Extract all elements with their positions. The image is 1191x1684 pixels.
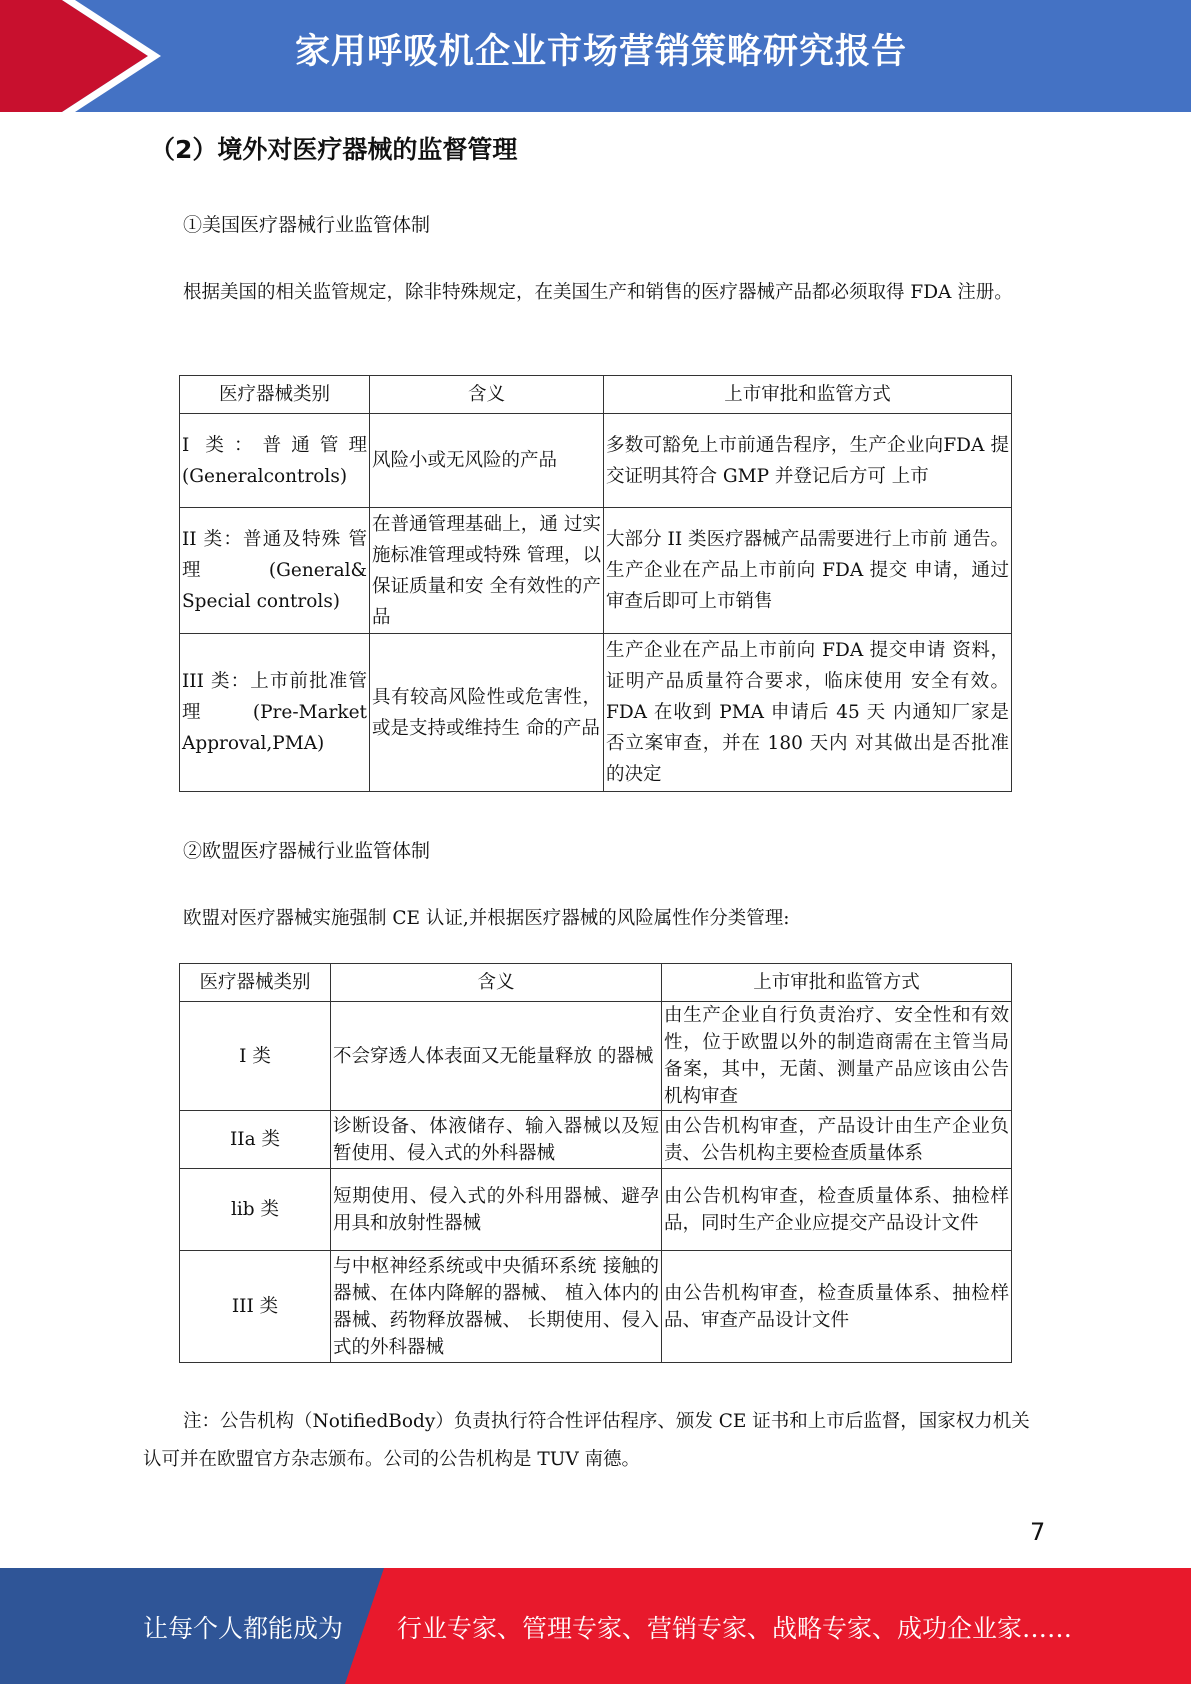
header-cell-approval: 上市审批和监管方式 xyxy=(662,964,1012,1002)
table-row xyxy=(180,1111,1012,1169)
eu-intro-paragraph xyxy=(143,900,1045,938)
table-cell: 由生产企业自行负责治疗、安全性和有效性，位于欧盟以外的制造商需在主管当局备案，其中，无菌、测量产品应该由公告机构审查 xyxy=(662,1002,1012,1111)
table-cell: I 类 xyxy=(180,1002,331,1111)
table-cell: II 类：普通及特殊 管理(General& Special controls) xyxy=(180,508,370,634)
page-footer xyxy=(0,1568,1191,1684)
us-intro-text: 根据美国的相关监管规定，除非特殊规定，在美国生产和销售的医疗器械产品都必须取得 FDA 注册。 xyxy=(183,282,1013,303)
table-cell: 与中枢神经系统或中央循环系统 接触的器械、在体内降解的器械、 植入体内的器械、药物释放器械、 长期使用、侵入式的外科器械 xyxy=(331,1251,662,1363)
table-row xyxy=(180,1002,1012,1111)
table-cell: 由公告机构审查，检查质量体系、抽检样品，同时生产企业应提交产品设计文件 xyxy=(662,1169,1012,1251)
note-text: 注：公告机构（NotifiedBody）负责执行符合性评估程序、颁发 CE 证书和上市后监督，国家权力机关认可并在欧盟官方杂志颁布。公司的公告机构是 TUV 南德。 xyxy=(143,1411,1030,1470)
table-cell: 具有较高风险性或危害性，或是支持或维持生 命的产品 xyxy=(370,634,604,792)
table-header-row xyxy=(180,964,1012,1002)
header-cell-approval: 上市审批和监管方式 xyxy=(604,376,1012,414)
table-cell: IIa 类 xyxy=(180,1111,331,1169)
eu-intro-text: 欧盟对医疗器械实施强制 CE 认证,并根据医疗器械的风险属性作分类管理: xyxy=(183,908,790,929)
table-cell: I 类：普通管理(Generalcontrols) xyxy=(180,414,370,508)
table-row xyxy=(180,1251,1012,1363)
table-cell: 多数可豁免上市前通告程序，生产企业向FDA 提交证明其符合 GMP 并登记后方可 上市 xyxy=(604,414,1012,508)
table-row xyxy=(180,1169,1012,1251)
header-cell-meaning: 含义 xyxy=(331,964,662,1002)
table-cell: III 类：上市前批准管理(Pre-Market Approval,PMA) xyxy=(180,634,370,792)
table-row xyxy=(180,634,1012,792)
us-intro-paragraph xyxy=(143,274,1045,312)
table-cell: 由公告机构审查，产品设计由生产企业负责、公告机构主要检查质量体系 xyxy=(662,1111,1012,1169)
us-subheading: ①美国医疗器械行业监管体制 xyxy=(183,214,431,236)
page-header xyxy=(0,0,1191,112)
note-paragraph xyxy=(143,1403,1045,1479)
table-cell: 诊断设备、体液储存、输入器械以及短暂使用、侵入式的外科器械 xyxy=(331,1111,662,1169)
header-cell-category: 医疗器械类别 xyxy=(180,376,370,414)
table-cell: 不会穿透人体表面又无能量释放 的器械 xyxy=(331,1002,662,1111)
section-heading: （2）境外对医疗器械的监督管理 xyxy=(150,135,518,164)
eu-regulation-table xyxy=(179,963,1012,1363)
table-cell: 生产企业在产品上市前向 FDA 提交申请 资料，证明产品质量符合要求，临床使用 安全有效。FDA 在收到 PMA 申请后 45 天 内通知厂家是否立案审查，并在 180 天内 对其做出是否批准的决定 xyxy=(604,634,1012,792)
table-cell: lib 类 xyxy=(180,1169,331,1251)
table-cell: 由公告机构审查，检查质量体系、抽检样品、审查产品设计文件 xyxy=(662,1251,1012,1363)
table-row xyxy=(180,414,1012,508)
header-cell-meaning: 含义 xyxy=(370,376,604,414)
footer-slogan-right: 行业专家、管理专家、营销专家、战略专家、成功企业家…… xyxy=(397,1614,1073,1643)
table-cell: 短期使用、侵入式的外科用器械、避孕用具和放射性器械 xyxy=(331,1169,662,1251)
eu-subheading: ②欧盟医疗器械行业监管体制 xyxy=(183,840,431,862)
header-cell-category: 医疗器械类别 xyxy=(180,964,331,1002)
table-header-row xyxy=(180,376,1012,414)
table-cell: III 类 xyxy=(180,1251,331,1363)
table-cell: 大部分 II 类医疗器械产品需要进行上市前 通告。生产企业在产品上市前向 FDA 提交 申请，通过审查后即可上市销售 xyxy=(604,508,1012,634)
footer-slogan-left: 让每个人都能成为 xyxy=(143,1614,344,1643)
report-title: 家用呼吸机企业市场营销策略研究报告 xyxy=(295,32,908,72)
us-regulation-table xyxy=(179,375,1012,792)
table-row xyxy=(180,508,1012,634)
page-number: 7 xyxy=(1030,1518,1046,1546)
table-cell: 在普通管理基础上，通 过实施标准管理或特殊 管理，以保证质量和安 全有效性的产品 xyxy=(370,508,604,634)
table-cell: 风险小或无风险的产品 xyxy=(370,414,604,508)
